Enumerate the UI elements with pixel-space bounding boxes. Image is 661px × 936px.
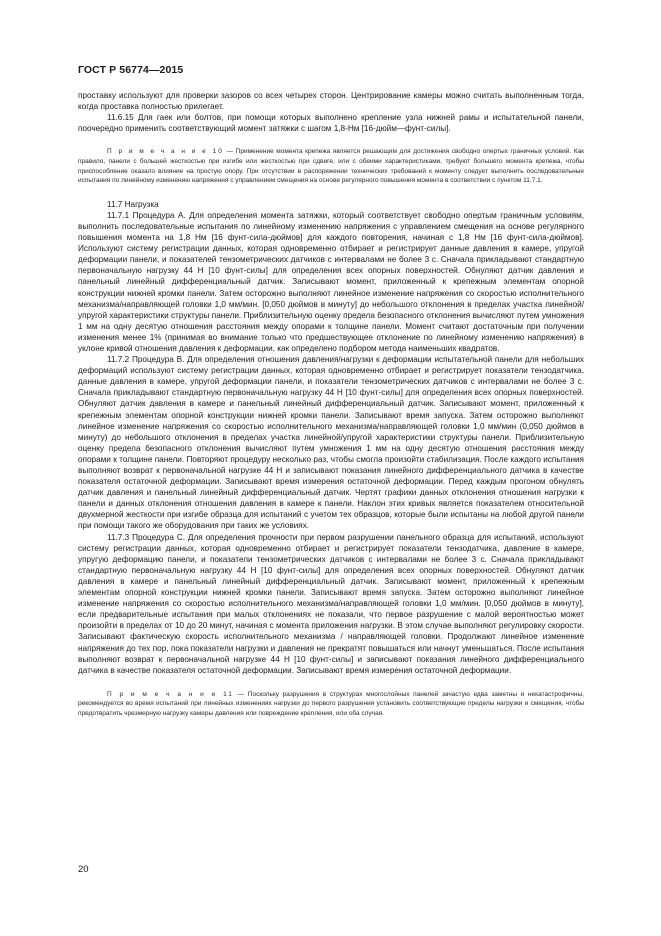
- note-10-label: П р и м е ч а н и е 10: [107, 148, 225, 156]
- standard-header: ГОСТ Р 56774—2015: [78, 64, 184, 76]
- note-10: [78, 147, 584, 185]
- page-number: 20: [78, 864, 89, 875]
- note-11: [78, 690, 584, 719]
- note-10-text: — Применение момента крепежа является решающим для достижения свободно опертых граничных условий. Как правило, панели с большей жесткостью при изгибе или жесткостью при сдвиге, или с обеими характеристиками, требуют большего момента крепежа, чтобы приспособление оказало влияние на простую опору. При отсутствии в распоряжении технических требований к моменту следует выполнить последовательные испытания по линейному изменению напряжения с управлением смещения на основе регулярного повышения момента в соответствии с пунктом 11.7.1.: [78, 148, 585, 185]
- paragraph-11-7-1: 11.7.1 Процедура А. Для определения момента затяжки, который соответствует свободно опертым граничным условиям, выполнить последовательные испытания по линейному изменению напряжения с управлением смещения на основе регулярного повышения момента на 1,8 Нм [16 фунт-сила-дюймов] для каждого повторения, начиная с 1,8 Нм [16 фунт-сила-дюймов]. Используют систему регистрации данных, которая одновременно отбирает и регистрирует данные давления в камере, упругой деформации панели, и показателей тензометрических датчиков с интервалами не более 3 с. Сначала прикладывают стандартную первоначальную нагрузку 44 Н [10 фунт-силы] для определения всех опорных поверхностей. Обнуляют датчик давления и панельный линейный дифференциальный датчик. Записывают момент, приложенный к крепежным элементам опорной конструкции нижней кромки панели. Затем осторожно выполняют линейное изменение напряжения со скоростью исполнительного механизма/направляющей головки 1,0 мм/мин. [0,050 дюймов в минуту] до небольшого отклонения в пределах участка линейной/упругой характеристики структуры панели. Приблизительную оценку предела безопасного отклонения вычисляют путем умножения 1 мм на одну десятую отношения расстояния между опорами к толщине панели. Момент считают достаточным при получении изменения менее 1% (принимая во внимание только что предшествующее отклонение по линейному изменению напряжения) в уклоне кривой отношения давления к деформации, как определено подбором метода наименьших квадратов.: [78, 210, 584, 353]
- paragraph-11-7-2: 11.7.2 Процедура В. Для определения отношения давления/нагрузки к деформации испытательной панели для небольших деформаций используют систему регистрации данных, которая одновременно отбирает и регистрирует показатели тензодатчика, данные давления в камере, упругой деформации панели, и показатели тензометрических датчиков с интервалами не более 3 с. Сначала прикладывают стандартную первоначальную нагрузку 44 Н [10 фунт-силы] для определения всех опорных поверхностей. Обнуляют датчик давления в камере и панельный линейный дифференциальный датчик. Записывают момент, приложенный к крепежным элементам опорной конструкции нижней кромки панели. Записывают время запуска. Затем осторожно выполняют линейное изменение напряжения со скоростью исполнительного механизма/направляющей головки 1,0 мм/мин (0,050 дюймов в минуту) до небольшого отклонения в пределах участка линейной/упругой характеристики структуры панели. Приблизительную оценку предела безопасного отклонения вычисляют путем умножения 1 мм на одну десятую отношения расстояния между опорами к толщине панели. Повторяют процедуру несколько раз, чтобы смогла произойти стабилизация. После каждого испытания выполняют возврат к первоначальной нагрузке 44 Н и записывают показания линейного дифференциального датчика в качестве показателя остаточной деформации. Записывают время измерения остаточной деформации. Перед каждым прогоном обнулять датчик давления и панельный линейный дифференциальный датчик. Чертят графики данных отклонения отношения нагрузки к панели и данных отклонения отношения давления в камере к панели. Наклон этих кривых является показателем относительной двухмерной жесткости при изгибе образца для испытаний с учетом тех образцов, которые были испытаны на любой другой панели при помощи такого же оборудования при таких же условиях.: [78, 355, 584, 531]
- note-11-label: П р и м е ч а н и е 11: [107, 690, 235, 698]
- document-body: [78, 90, 584, 719]
- paragraph-continuation: проставку используют для проверки зазоров со всех четырех сторон. Центрирование камеры можно считать выполненным тогда, когда проставка полностью прилегает.: [78, 91, 584, 112]
- paragraph-11-7-3: 11.7.3 Процедура С. Для определения прочности при первом разрушении панельного образца для испытаний, используют систему регистрации данных, которая одновременно отбирает и регистрирует показатели тензодатчика, давление в камере, упругую деформацию панели, и показатели тензометрических датчиков с интервалами не более 3 с. Сначала прикладывают стандартную первоначальную нагрузку 44 Н [10 фунт-силы] для определения всех опорных поверхностей. Обнуляют датчик давления в камере и панельный линейный дифференциальный датчик. Записывают момент, приложенный к крепежным элементам опорной конструкции нижней кромки панели. Записывают время запуска. Затем осторожно выполняют линейное изменение напряжения со скоростью исполнительного механизма/направляющей головки 1,0 мм/мин. [0,050 дюймов в минуту], если предварительные испытания при малых отклонениях не показали, что первое разрушение с малой вероятностью может произойти в пределах от 10 до 20 минут, начиная с момента приложения нагрузки. В этом случае выполняют регулировку скорости. Записывают фактическую скорость исполнительного механизма / направляющей головки. Продолжают линейное изменение напряжения до тех пор, пока показатели нагрузки и давления не прекратят повышаться или начнут уменьшаться. После испытания выполняют возврат к первоначальной нагрузке 44 Н [10 фунт-силы] и записывают показания линейного дифференциального датчика в качестве показателя остаточной деформации. Записывают время измерения остаточной деформации.: [78, 532, 584, 675]
- paragraph-11-6-15: 11.6.15 Для гаек или болтов, при помощи которых выполнено крепление узла нижней рамы и испытательной панели, поочередно применить соответствующий момент затяжки с шагом 1,8-Нм [16-дюйм—фунт-силы].: [78, 113, 584, 134]
- note-11-text: — Поскольку разрушения в структурах многослойных панелей зачастую едва заметны и некатастрофичны, рекомендуется во время испытаний при линейных изменениях нагрузки до первого разрушения установить соответствующие пределы нагрузки и смещения, чтобы предотвратить чрезмерную нагрузку камеры давления или повреждение крепления, или оба случая.: [78, 690, 584, 717]
- section-heading-11-7: 11.7 Нагрузка: [107, 199, 159, 209]
